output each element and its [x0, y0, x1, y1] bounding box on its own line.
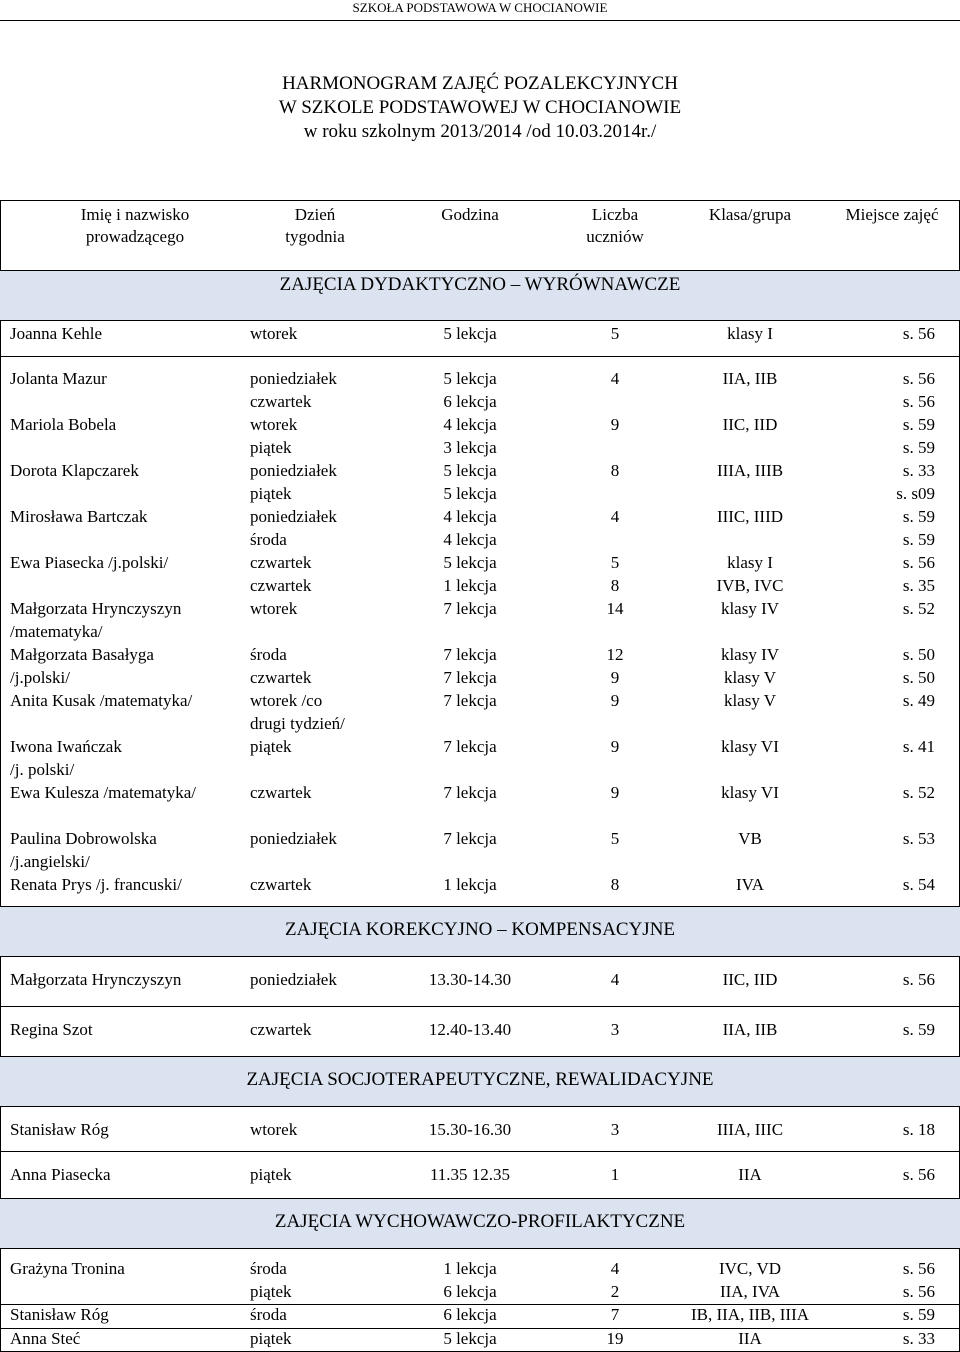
cell-day: poniedziałek [250, 507, 337, 526]
cell-room: s. 49 [902, 691, 935, 710]
cell-day: piątek [250, 737, 292, 756]
cell-room: s. 56 [902, 970, 935, 989]
cell-room: s. 18 [902, 1120, 935, 1139]
cell-day: czwartek [250, 392, 312, 411]
cell-day: piątek [250, 1165, 292, 1184]
row-divider [0, 1198, 960, 1199]
section-title-wychowawczo: ZAJĘCIA WYCHOWAWCZO-PROFILAKTYCZNE [274, 1211, 686, 1232]
cell-room: s. 35 [902, 576, 935, 595]
cell-hour: 5 lekcja [443, 484, 497, 503]
cell-hour: 7 lekcja [443, 783, 497, 802]
cell-room: s. 53 [902, 829, 935, 848]
cell-name: Dorota Klapczarek [10, 461, 139, 480]
cell-room: s. 33 [902, 1329, 935, 1348]
cell-name: Mariola Bobela [10, 415, 117, 434]
cell-room: s. 50 [902, 645, 935, 664]
cell-name: Paulina Dobrowolska [10, 829, 157, 848]
cell-hour: 7 lekcja [443, 599, 497, 618]
cell-name: Małgorzata Basałyga [10, 645, 154, 664]
cell-hour: 5 lekcja [443, 324, 497, 343]
cell-count: 7 [610, 1305, 620, 1324]
cell-class: klasy IV [720, 645, 780, 664]
cell-class: IIC, IID [722, 970, 778, 989]
cell-room: s. 56 [902, 1259, 935, 1278]
row-divider [0, 1151, 960, 1152]
cell-name: Małgorzata Hrynczyszyn [10, 599, 182, 618]
row-divider [0, 1056, 960, 1057]
col-header-teacher-2: prowadzącego [85, 227, 185, 246]
cell-name: /j.angielski/ [10, 852, 90, 871]
section-title-socjoterapeutyczne: ZAJĘCIA SOCJOTERAPEUTYCZNE, REWALIDACYJNE [246, 1069, 714, 1090]
cell-day: czwartek [250, 668, 312, 687]
cell-room: s. 56 [902, 392, 935, 411]
cell-name: Renata Prys /j. francuski/ [10, 875, 182, 894]
cell-count: 9 [610, 783, 620, 802]
cell-room: s. 56 [902, 553, 935, 572]
cell-class: klasy VI [721, 737, 779, 756]
cell-day: wtorek [250, 1120, 298, 1139]
cell-name: /j.polski/ [10, 668, 70, 687]
cell-name: Anna Steć [10, 1329, 81, 1348]
cell-hour: 1 lekcja [443, 875, 497, 894]
cell-name: /j. polski/ [10, 760, 75, 779]
row-divider [0, 270, 960, 271]
cell-class: klasy VI [721, 783, 779, 802]
cell-hour: 13.30-14.30 [428, 970, 512, 989]
row-divider [0, 956, 960, 957]
cell-hour: 11.35 12.35 [429, 1165, 511, 1184]
cell-day: czwartek [250, 553, 312, 572]
cell-hour: 6 lekcja [443, 1305, 497, 1324]
cell-class: klasy I [727, 324, 773, 343]
cell-hour: 5 lekcja [443, 553, 497, 572]
cell-class: IVA [735, 875, 765, 894]
cell-day: wtorek [250, 599, 298, 618]
cell-class: IIIA, IIIC [716, 1120, 784, 1139]
cell-room: s. 56 [902, 324, 935, 343]
cell-hour: 4 lekcja [443, 507, 497, 526]
cell-room: s. 33 [902, 461, 935, 480]
cell-class: IIA [738, 1165, 762, 1184]
cell-count: 2 [610, 1282, 620, 1301]
cell-name: Anita Kusak /matematyka/ [10, 691, 193, 710]
cell-room: s. 41 [902, 737, 935, 756]
cell-hour: 7 lekcja [443, 645, 497, 664]
document-title-line-2: W SZKOLE PODSTAWOWEJ W CHOCIANOWIE [278, 97, 682, 118]
col-header-day-1: Dzień [294, 205, 336, 224]
cell-name: /matematyka/ [10, 622, 103, 641]
cell-hour: 7 lekcja [443, 829, 497, 848]
cell-room: s. 59 [902, 507, 935, 526]
table-top-border [0, 200, 960, 201]
col-header-count-1: Liczba [591, 205, 639, 224]
cell-hour: 7 lekcja [443, 691, 497, 710]
cell-count: 4 [610, 970, 620, 989]
cell-hour: 5 lekcja [443, 369, 497, 388]
cell-day: czwartek [250, 1020, 312, 1039]
row-divider [0, 906, 960, 907]
cell-room: s. 59 [902, 530, 935, 549]
cell-name: Grażyna Tronina [10, 1259, 125, 1278]
cell-class: IIIA, IIIB [716, 461, 784, 480]
cell-hour: 5 lekcja [443, 1329, 497, 1348]
cell-class: IIIC, IIID [716, 507, 784, 526]
cell-count: 3 [610, 1020, 620, 1039]
col-header-teacher-1: Imię i nazwisko [80, 205, 190, 224]
cell-day: środa [250, 530, 287, 549]
cell-day: piątek [250, 1282, 292, 1301]
cell-count: 8 [610, 576, 620, 595]
cell-room: s. 59 [902, 1020, 935, 1039]
cell-hour: 3 lekcja [443, 438, 497, 457]
document-title-line-1: HARMONOGRAM ZAJĘĆ POZALEKCYJNYCH [282, 73, 678, 94]
cell-class: IIC, IID [722, 415, 778, 434]
cell-day: poniedziałek [250, 461, 337, 480]
cell-day: poniedziałek [250, 970, 337, 989]
cell-room: s. 59 [902, 415, 935, 434]
cell-name: Iwona Iwańczak [10, 737, 122, 756]
cell-class: IIA, IIB [722, 1020, 778, 1039]
cell-hour: 7 lekcja [443, 737, 497, 756]
cell-day: wtorek /co [250, 691, 323, 710]
cell-name: Ewa Kulesza /matematyka/ [10, 783, 196, 802]
col-header-hour: Godzina [441, 205, 499, 224]
cell-class: klasy V [723, 668, 777, 687]
col-header-room: Miejsce zajęć [845, 205, 939, 224]
cell-name: Mirosława Bartczak [10, 507, 148, 526]
cell-count: 9 [610, 668, 620, 687]
cell-room: s. 52 [902, 599, 935, 618]
row-divider [0, 1106, 960, 1107]
cell-day: wtorek [250, 324, 298, 343]
cell-hour: 4 lekcja [443, 415, 497, 434]
cell-count: 19 [606, 1329, 624, 1348]
cell-day: czwartek [250, 783, 312, 802]
cell-count: 3 [610, 1120, 620, 1139]
page-header: SZKOŁA PODSTAWOWA W CHOCIANOWIE [0, 0, 960, 21]
table-left-border [0, 200, 1, 1352]
cell-count: 8 [610, 875, 620, 894]
cell-day: piątek [250, 438, 292, 457]
cell-room: s. 56 [902, 1282, 935, 1301]
document-title-line-3: w roku szkolnym 2013/2014 /od 10.03.2014r./ [303, 121, 657, 142]
row-divider [0, 320, 960, 321]
cell-room: s. 56 [902, 1165, 935, 1184]
cell-hour: 7 lekcja [443, 668, 497, 687]
cell-name: Joanna Kehle [10, 324, 103, 343]
cell-name: Regina Szot [10, 1020, 93, 1039]
row-divider [0, 356, 960, 357]
cell-day: poniedziałek [250, 829, 337, 848]
cell-count: 14 [606, 599, 624, 618]
cell-room: s. 59 [902, 1305, 935, 1324]
cell-class: IVC, VD [718, 1259, 782, 1278]
cell-count: 9 [610, 415, 620, 434]
cell-day: poniedziałek [250, 369, 337, 388]
cell-count: 5 [610, 324, 620, 343]
cell-class: klasy I [727, 553, 773, 572]
cell-name: Anna Piasecka [10, 1165, 111, 1184]
cell-room: s. 59 [902, 438, 935, 457]
cell-hour: 12.40-13.40 [428, 1020, 512, 1039]
cell-count: 4 [610, 507, 620, 526]
col-header-count-2: uczniów [586, 227, 644, 246]
cell-count: 1 [610, 1165, 620, 1184]
cell-count: 9 [610, 737, 620, 756]
section-title-korekcyjno: ZAJĘCIA KOREKCYJNO – KOMPENSACYJNE [284, 919, 676, 940]
row-divider [0, 1006, 960, 1007]
cell-count: 12 [606, 645, 624, 664]
cell-count: 5 [610, 553, 620, 572]
cell-count: 4 [610, 369, 620, 388]
col-header-class: Klasa/grupa [708, 205, 792, 224]
cell-day: czwartek [250, 875, 312, 894]
cell-day: środa [250, 1305, 287, 1324]
cell-room: s. 52 [902, 783, 935, 802]
cell-day: piątek [250, 1329, 292, 1348]
cell-name: Małgorzata Hrynczyszyn [10, 970, 182, 989]
cell-name: Stanisław Róg [10, 1120, 109, 1139]
cell-day: wtorek [250, 415, 298, 434]
cell-day: czwartek [250, 576, 312, 595]
cell-room: s. s09 [896, 484, 935, 503]
cell-class: IIA, IVA [719, 1282, 781, 1301]
cell-class: IB, IIA, IIB, IIIA [690, 1305, 810, 1324]
cell-hour: 6 lekcja [443, 1282, 497, 1301]
cell-hour: 1 lekcja [443, 576, 497, 595]
cell-room: s. 50 [902, 668, 935, 687]
cell-room: s. 54 [902, 875, 935, 894]
cell-day: drugi tydzień/ [250, 714, 345, 733]
cell-name: Stanisław Róg [10, 1305, 109, 1324]
cell-room: s. 56 [902, 369, 935, 388]
cell-hour: 4 lekcja [443, 530, 497, 549]
cell-count: 5 [610, 829, 620, 848]
cell-class: klasy IV [720, 599, 780, 618]
cell-class: IVB, IVC [716, 576, 784, 595]
cell-count: 4 [610, 1259, 620, 1278]
row-divider [0, 1248, 960, 1249]
cell-hour: 5 lekcja [443, 461, 497, 480]
cell-day: środa [250, 645, 287, 664]
cell-hour: 6 lekcja [443, 392, 497, 411]
cell-count: 8 [610, 461, 620, 480]
cell-day: środa [250, 1259, 287, 1278]
cell-class: IIA [738, 1329, 762, 1348]
cell-class: VB [738, 829, 762, 848]
cell-name: Jolanta Mazur [10, 369, 107, 388]
cell-hour: 1 lekcja [443, 1259, 497, 1278]
cell-name: Ewa Piasecka /j.polski/ [10, 553, 169, 572]
section-title-dydaktyczno: ZAJĘCIA DYDAKTYCZNO – WYRÓWNAWCZE [279, 274, 681, 295]
cell-hour: 15.30-16.30 [428, 1120, 512, 1139]
cell-day: piątek [250, 484, 292, 503]
cell-count: 9 [610, 691, 620, 710]
col-header-day-2: tygodnia [285, 227, 345, 246]
cell-class: klasy V [723, 691, 777, 710]
cell-class: IIA, IIB [722, 369, 778, 388]
